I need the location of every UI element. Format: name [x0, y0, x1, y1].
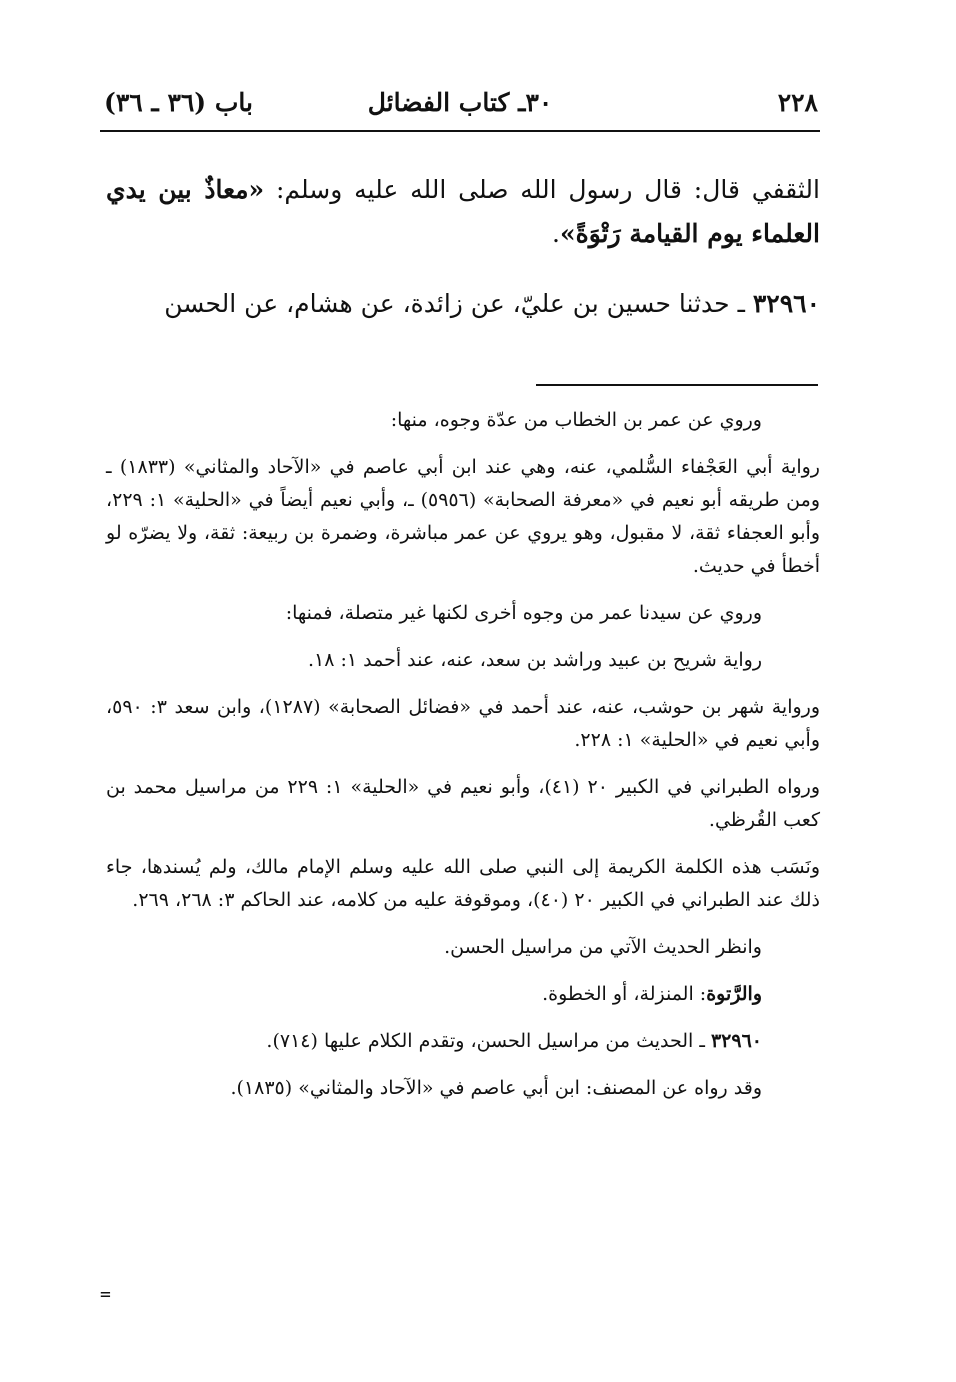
hadith-paragraph [106, 282, 820, 326]
definition-text: : المنزلة، أو الخطوة. [542, 983, 707, 1005]
intro-quote: «معاذٌ بين يدي العلماء يوم القيامة رَتْوَةً» [106, 175, 820, 248]
footnotes [106, 404, 820, 1119]
footnote-paragraph: وروي عن عمر بن الخطاب من عدّة وجوه، منها: [390, 409, 762, 431]
definition-term: والرَّتوة [706, 983, 762, 1005]
page-header [100, 82, 820, 132]
footnote-separator [536, 384, 818, 386]
definition-paragraph [106, 978, 820, 1011]
intro-text: الثقفي قال: قال رسول الله صلى الله عليه وسلم: [264, 175, 820, 204]
footnote-paragraph: وروي عن سيدنا عمر من وجوه أخرى لكنها غير متصلة، فمنها: [285, 602, 762, 624]
note-hadith-paragraph [106, 1025, 820, 1058]
page-number: ٢٢٨ [777, 88, 818, 117]
note-hadith-number: ٣٢٩٦٠ [710, 1030, 762, 1052]
hadith-number: ٣٢٩٦٠ [752, 289, 820, 318]
footnote-paragraph: ورواية شهر بن حوشب، عنه، عند أحمد في «فضائل الصحابة» (١٢٨٧)، وابن سعد ٣: ٥٩٠، وأبي نعيم في «الحلية» ١: ٢٢٨. [106, 696, 820, 751]
continuation-mark: = [100, 1284, 111, 1305]
intro-end: . [552, 219, 560, 248]
hadith-text: ـ حدثنا حسين بن عليّ، عن زائدة، عن هشام، عن الحسن [164, 289, 753, 318]
note-hadith-text: ـ الحديث من مراسيل الحسن، وتقدم الكلام عليها (٧١٤). [266, 1030, 711, 1052]
footnote-paragraph: رواية شريح بن عبيد وراشد بن سعد، عنه، عند أحمد ١: ١٨. [307, 649, 762, 671]
footnote-paragraph: وقد رواه عن المصنف: ابن أبي عاصم في «الآحاد والمثاني» (١٨٣٥). [230, 1077, 762, 1099]
main-text [106, 168, 820, 326]
footnote-paragraph: رواية أبي العَجْفاء السُّلمي، عنه، وهي عند ابن أبي عاصم في «الآحاد والمثاني» (١٨٣٣) ـ ومن طريقه أبو نعيم في «معرفة الصحابة» (٥٩٥٦) ـ، وأبي نعيم أيضاً في «الحلية» ١: ٢٢٩، وأبو العجفاء ثقة، لا مقبول، وهو يروي عن عمر مباشرة، وضمرة بن ربيعة: ثقة، ولا يضرّه لو أخطأ في حديث. [106, 456, 820, 577]
footnote-paragraph: وانظر الحديث الآتي من مراسيل الحسن. [444, 936, 762, 958]
footnote-paragraph: ونَسَب هذه الكلمة الكريمة إلى النبي صلى الله عليه وسلم الإمام مالك، ولم يُسندها، جاء ذلك عند الطبراني في الكبير ٢٠ (٤٠)، وموقوفة عليه من كلامه، عند الحاكم ٣: ٢٦٨، ٢٦٩. [106, 856, 820, 911]
intro-paragraph [106, 168, 820, 256]
chapter-range: باب (٣٦ ـ ٣٦) [104, 88, 253, 117]
book-title: ٣٠ـ كتاب الفضائل [367, 88, 553, 117]
footnote-paragraph: ورواه الطبراني في الكبير ٢٠ (٤١)، وأبو نعيم في «الحلية» ١: ٢٢٩ من مراسيل محمد بن كعب القُرظي. [106, 776, 821, 831]
